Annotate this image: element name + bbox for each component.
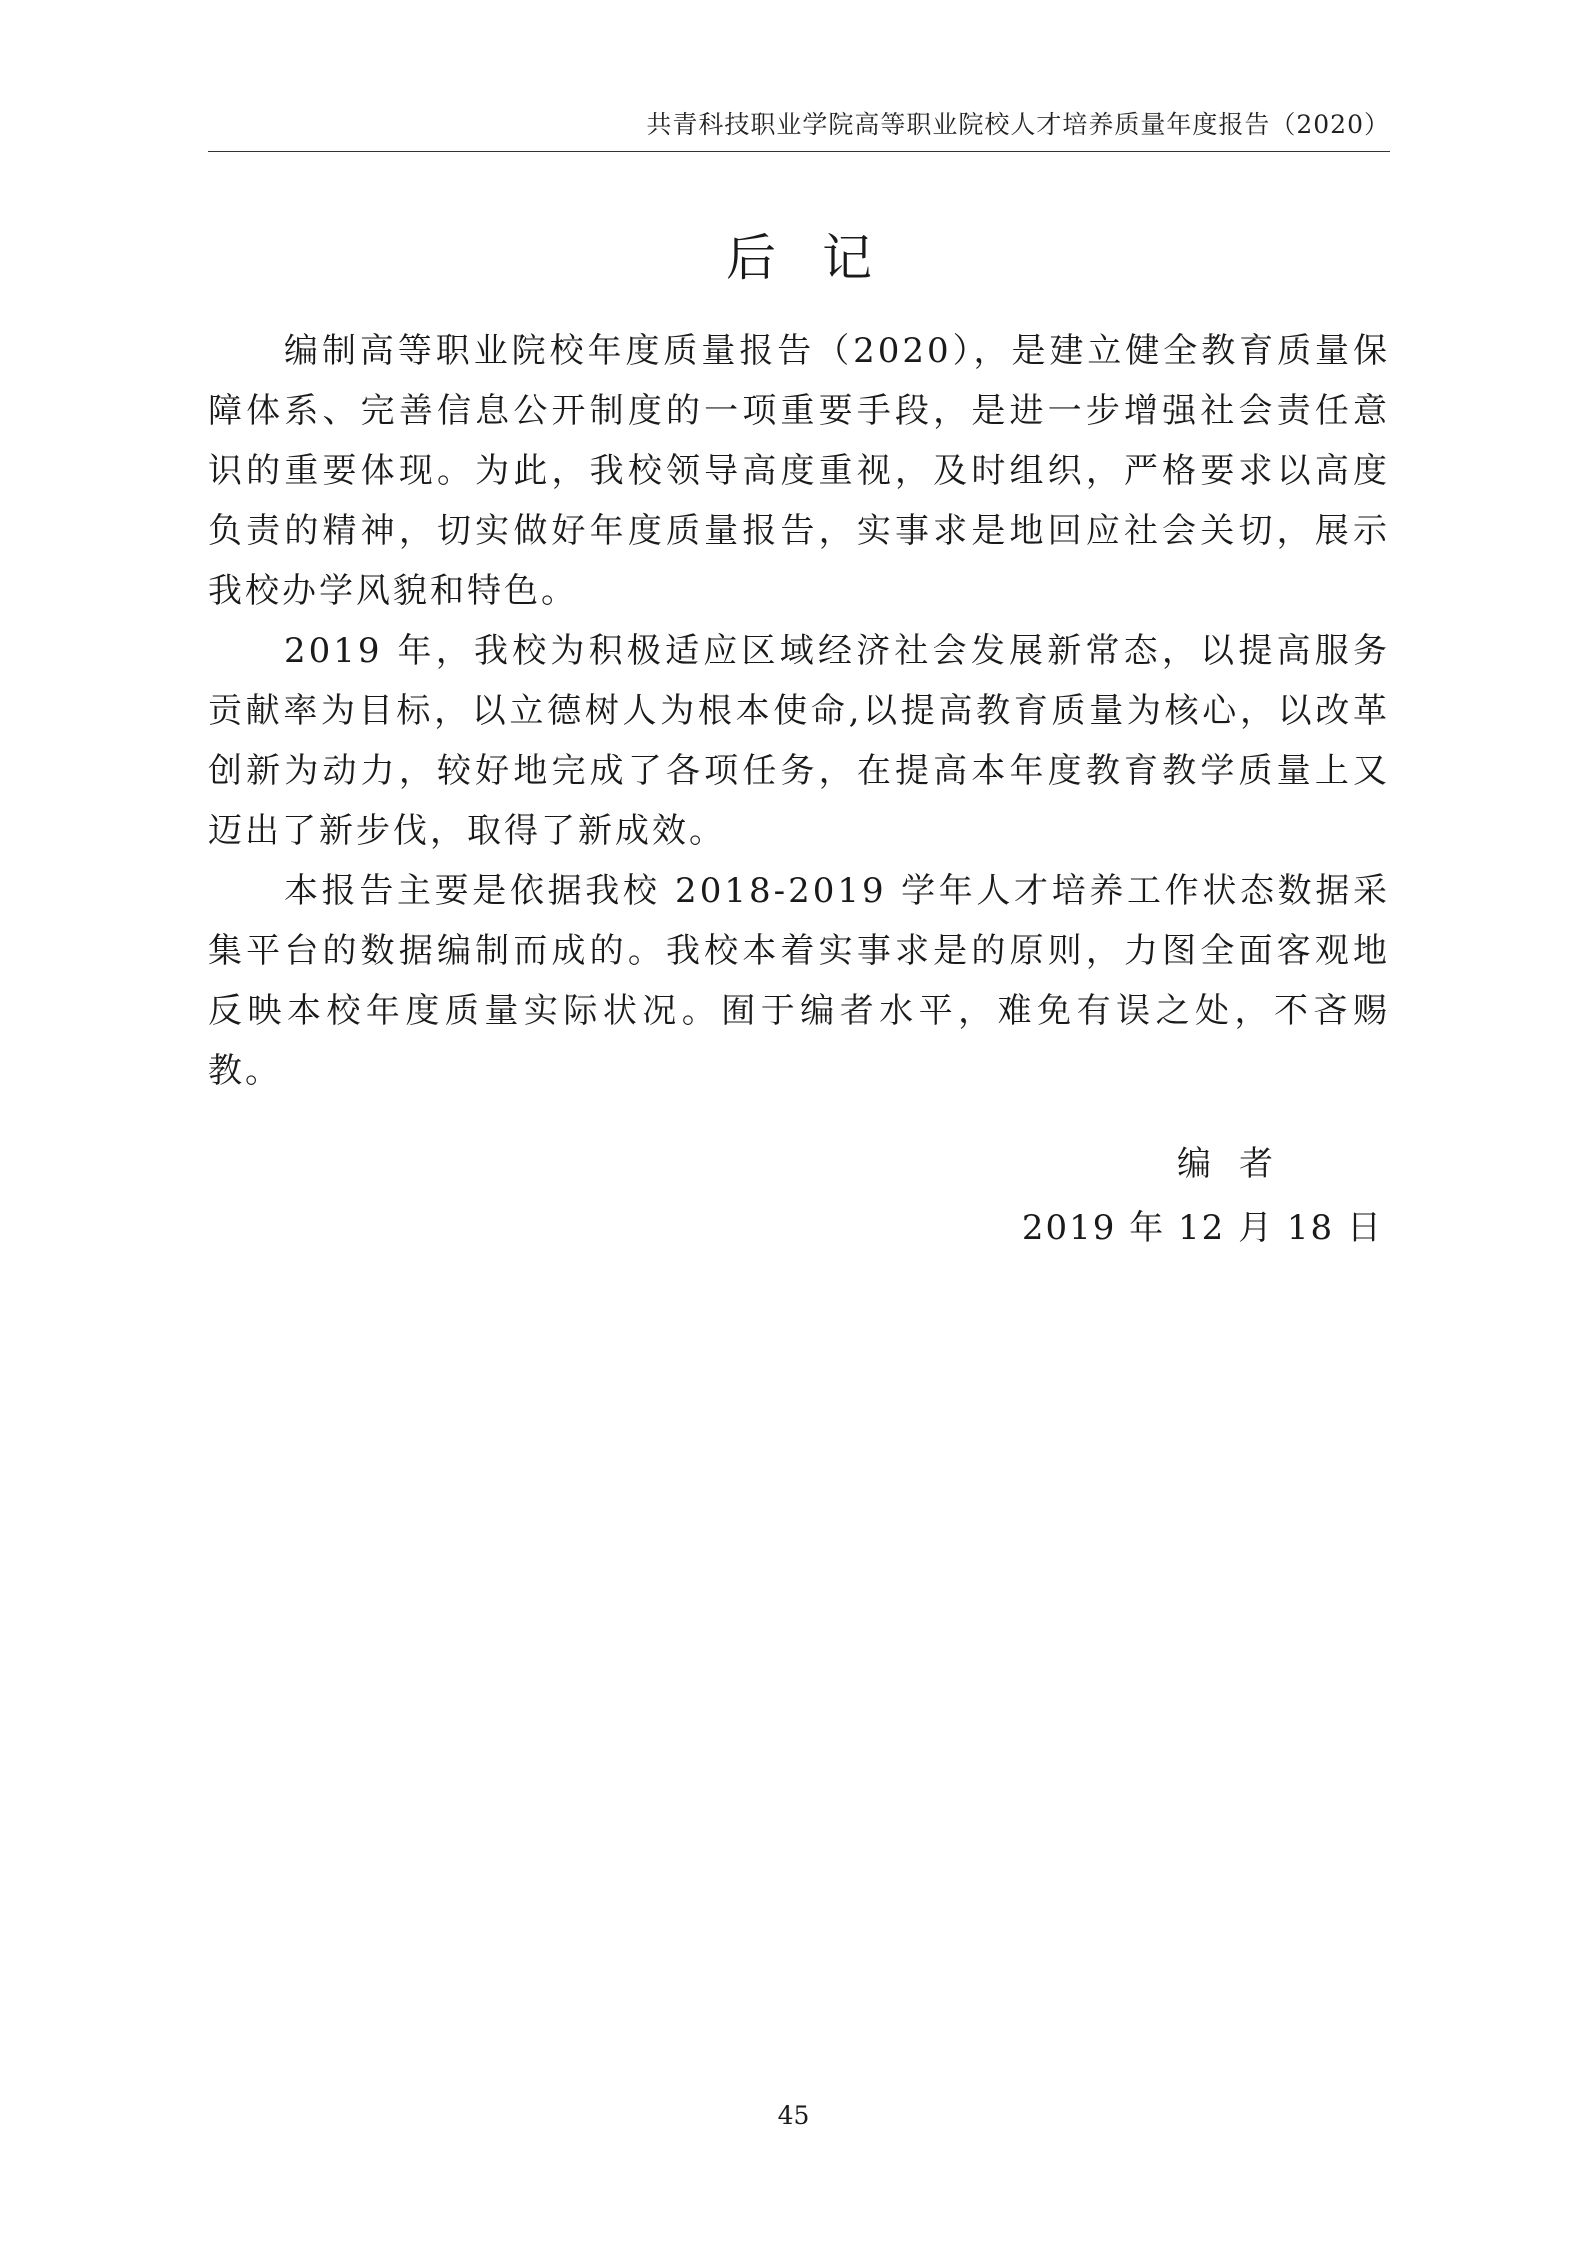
header-divider [208, 151, 1390, 152]
signature-date: 2019 年 12 月 18 日 [1021, 1208, 1383, 1248]
page-title: 后记 [726, 229, 918, 287]
body-text [208, 321, 1390, 1101]
paragraph-1: 编制高等职业院校年度质量报告（2020），是建立健全教育质量保障体系、完善信息公开制度的一项重要手段，是进一步增强社会责任意识的重要体现。为此，我校领导高度重视，及时组织，严格要求以高度负责的精神，切实做好年度质量报告，实事求是地回应社会关切，展示我校办学风貌和特色。 [208, 331, 1390, 611]
paragraph-2: 2019 年，我校为积极适应区域经济社会发展新常态，以提高服务贡献率为目标，以立德树人为根本使命,以提高教育质量为核心，以改革创新为动力，较好地完成了各项任务，在提高本年度教育教学质量上又迈出了新步伐，取得了新成效。 [208, 631, 1390, 851]
signature-author: 编者 [1177, 1144, 1301, 1184]
running-header: 共青科技职业学院高等职业院校人才培养质量年度报告（2020） [646, 110, 1390, 139]
page-number: 45 [777, 2101, 810, 2130]
paragraph-3: 本报告主要是依据我校 2018-2019 学年人才培养工作状态数据采集平台的数据编制而成的。我校本着实事求是的原则，力图全面客观地反映本校年度质量实际状况。囿于编者水平，难免有误之处，不吝赐教。 [208, 871, 1390, 1091]
signature-block [1022, 1132, 1383, 1260]
